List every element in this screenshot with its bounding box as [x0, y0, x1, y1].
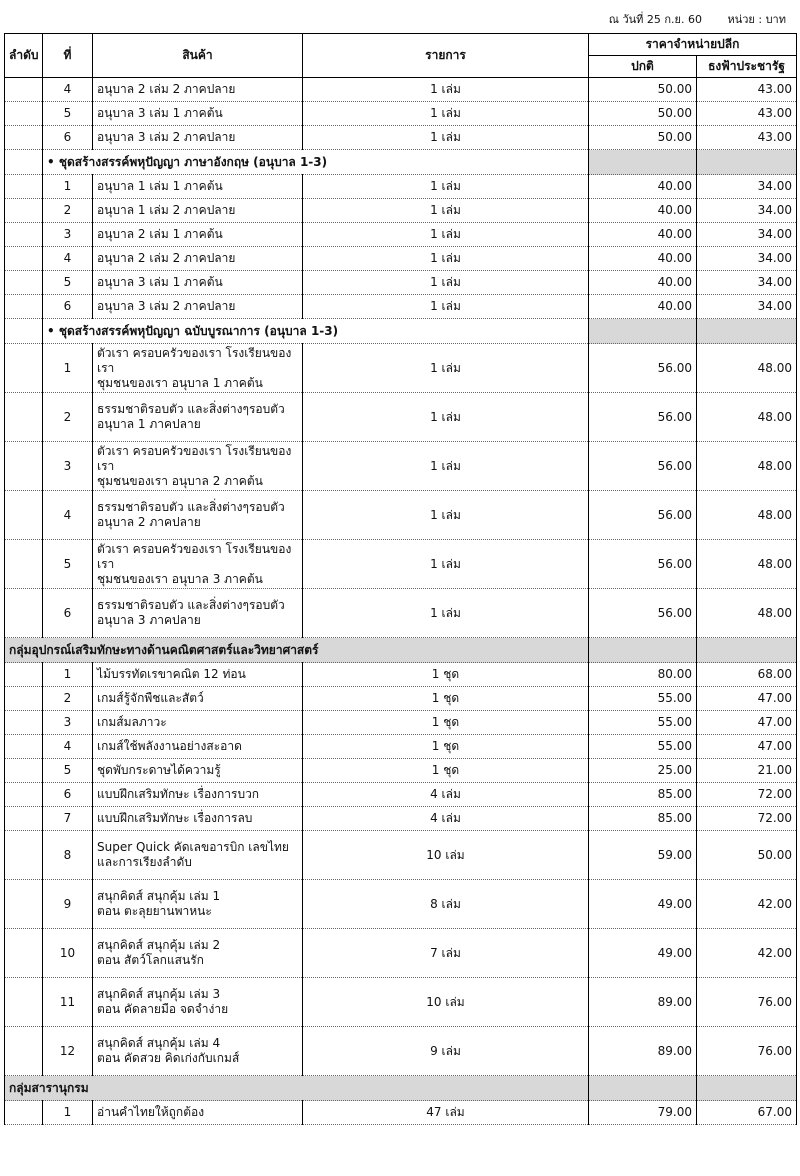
product-line-2: อนุบาล 2 ภาคปลาย — [97, 515, 201, 529]
flag-price-cell: 34.00 — [697, 199, 797, 223]
flag-price-cell — [697, 1076, 797, 1101]
product-cell — [93, 589, 303, 638]
table-row — [5, 78, 797, 102]
product-line-1: ธรรมชาติรอบตัว และสิ่งต่างๆรอบตัว — [97, 598, 285, 612]
no-cell: 8 — [43, 831, 93, 880]
product-line-2: ชุมชนของเรา อนุบาล 3 ภาคต้น — [97, 571, 263, 586]
item-cell: 1 เล่ม — [303, 247, 589, 271]
no-cell: 5 — [43, 759, 93, 783]
flag-price-cell: 43.00 — [697, 78, 797, 102]
table-row — [5, 344, 797, 393]
product-cell: เกมส์มลภาวะ — [93, 711, 303, 735]
order-cell — [5, 880, 43, 929]
col-no-header: ที่ — [43, 34, 93, 78]
table-row — [5, 540, 797, 589]
normal-price-cell — [589, 1076, 697, 1101]
item-cell: 10 เล่ม — [303, 978, 589, 1027]
order-cell — [5, 344, 43, 393]
col-flag-header: ธงฟ้าประชารัฐ — [697, 56, 797, 78]
item-cell: 1 เล่ม — [303, 126, 589, 150]
product-cell — [93, 442, 303, 491]
product-line-2: ชุมชนของเรา อนุบาล 2 ภาคต้น — [97, 473, 263, 488]
normal-price-cell — [589, 319, 697, 344]
flag-price-cell: 68.00 — [697, 663, 797, 687]
product-cell: อนุบาล 1 เล่ม 1 ภาคต้น — [93, 175, 303, 199]
subgroup-row — [5, 150, 797, 175]
order-cell — [5, 150, 43, 175]
flag-price-cell: 76.00 — [697, 978, 797, 1027]
no-cell: 10 — [43, 929, 93, 978]
product-cell: เกมส์ใช้พลังงานอย่างสะอาด — [93, 735, 303, 759]
unit-label: หน่วย : บาท — [727, 13, 786, 26]
product-cell: อนุบาล 3 เล่ม 1 ภาคต้น — [93, 102, 303, 126]
item-cell: 8 เล่ม — [303, 880, 589, 929]
product-line-1: สนุกคิดส์ สนุกคุ้ม เล่ม 4 — [97, 1036, 221, 1050]
no-cell: 11 — [43, 978, 93, 1027]
table-row — [5, 978, 797, 1027]
product-line-2: และการเรียงลำดับ — [97, 855, 192, 869]
product-cell — [93, 393, 303, 442]
no-cell: 2 — [43, 393, 93, 442]
product-cell: อนุบาล 2 เล่ม 2 ภาคปลาย — [93, 78, 303, 102]
order-cell — [5, 199, 43, 223]
product-line-2: อนุบาล 3 ภาคปลาย — [97, 613, 201, 627]
normal-price-cell — [589, 150, 697, 175]
flag-price-cell: 47.00 — [697, 711, 797, 735]
section-title: กลุ่มอุปกรณ์เสริมทักษะทางด้านคณิตศาสตร์และวิทยาศาสตร์ — [5, 638, 589, 663]
product-cell — [93, 540, 303, 589]
order-cell — [5, 247, 43, 271]
table-row — [5, 831, 797, 880]
table-body — [5, 78, 797, 1125]
flag-price-cell: 67.00 — [697, 1101, 797, 1125]
table-row — [5, 1027, 797, 1076]
table-row — [5, 735, 797, 759]
normal-price-cell: 40.00 — [589, 199, 697, 223]
product-line-1: ธรรมชาติรอบตัว และสิ่งต่างๆรอบตัว — [97, 500, 285, 514]
no-cell: 4 — [43, 735, 93, 759]
normal-price-cell: 89.00 — [589, 978, 697, 1027]
col-item-header: รายการ — [303, 34, 589, 78]
normal-price-cell: 40.00 — [589, 175, 697, 199]
order-cell — [5, 663, 43, 687]
item-cell: 1 เล่ม — [303, 175, 589, 199]
no-cell: 2 — [43, 687, 93, 711]
normal-price-cell: 56.00 — [589, 344, 697, 393]
table-row — [5, 491, 797, 540]
flag-price-cell: 34.00 — [697, 295, 797, 319]
normal-price-cell: 55.00 — [589, 735, 697, 759]
flag-price-cell: 34.00 — [697, 223, 797, 247]
table-row — [5, 295, 797, 319]
group-title: • ชุดสร้างสรรค์พหุปัญญา ฉบับบูรณาการ (อนุบาล 1-3) — [43, 319, 589, 344]
normal-price-cell: 40.00 — [589, 295, 697, 319]
item-cell: 1 เล่ม — [303, 491, 589, 540]
date-label: ณ วันที่ 25 ก.ย. 60 — [608, 13, 702, 26]
flag-price-cell: 48.00 — [697, 589, 797, 638]
col-retail-header: ราคาจำหน่ายปลีก — [589, 34, 797, 56]
no-cell: 6 — [43, 126, 93, 150]
item-cell: 1 ชุด — [303, 663, 589, 687]
table-row — [5, 759, 797, 783]
product-cell: อนุบาล 3 เล่ม 2 ภาคปลาย — [93, 295, 303, 319]
item-cell: 1 เล่ม — [303, 78, 589, 102]
order-cell — [5, 491, 43, 540]
order-cell — [5, 175, 43, 199]
no-cell: 2 — [43, 199, 93, 223]
table-row — [5, 807, 797, 831]
no-cell: 12 — [43, 1027, 93, 1076]
table-row — [5, 442, 797, 491]
no-cell: 9 — [43, 880, 93, 929]
order-cell — [5, 831, 43, 880]
section-title: กลุ่มสารานุกรม — [5, 1076, 589, 1101]
normal-price-cell: 56.00 — [589, 589, 697, 638]
flag-price-cell: 43.00 — [697, 102, 797, 126]
flag-price-cell: 76.00 — [697, 1027, 797, 1076]
col-order-header: ลำดับ — [5, 34, 43, 78]
product-cell: แบบฝึกเสริมทักษะ เรื่องการลบ — [93, 807, 303, 831]
no-cell: 3 — [43, 711, 93, 735]
item-cell: 10 เล่ม — [303, 831, 589, 880]
table-row — [5, 783, 797, 807]
normal-price-cell: 50.00 — [589, 78, 697, 102]
price-table — [4, 33, 797, 1125]
table-row — [5, 880, 797, 929]
table-header — [5, 34, 797, 78]
no-cell: 1 — [43, 1101, 93, 1125]
no-cell: 5 — [43, 271, 93, 295]
normal-price-cell: 56.00 — [589, 491, 697, 540]
product-cell: อนุบาล 3 เล่ม 2 ภาคปลาย — [93, 126, 303, 150]
flag-price-cell: 34.00 — [697, 175, 797, 199]
product-cell — [93, 880, 303, 929]
order-cell — [5, 442, 43, 491]
product-line-1: ธรรมชาติรอบตัว และสิ่งต่างๆรอบตัว — [97, 402, 285, 416]
no-cell: 6 — [43, 589, 93, 638]
item-cell: 1 เล่ม — [303, 393, 589, 442]
order-cell — [5, 393, 43, 442]
product-line-1: ตัวเรา ครอบครัวของเรา โรงเรียนของเรา — [97, 541, 292, 571]
no-cell: 5 — [43, 102, 93, 126]
normal-price-cell: 40.00 — [589, 247, 697, 271]
order-cell — [5, 687, 43, 711]
no-cell: 4 — [43, 491, 93, 540]
item-cell: 1 เล่ม — [303, 271, 589, 295]
product-line-1: ตัวเรา ครอบครัวของเรา โรงเรียนของเรา — [97, 443, 292, 473]
order-cell — [5, 78, 43, 102]
normal-price-cell: 56.00 — [589, 393, 697, 442]
item-cell: 4 เล่ม — [303, 783, 589, 807]
normal-price-cell: 85.00 — [589, 783, 697, 807]
item-cell: 1 เล่ม — [303, 295, 589, 319]
table-row — [5, 663, 797, 687]
no-cell: 1 — [43, 175, 93, 199]
flag-price-cell: 72.00 — [697, 807, 797, 831]
normal-price-cell — [589, 638, 697, 663]
flag-price-cell: 48.00 — [697, 491, 797, 540]
no-cell: 6 — [43, 783, 93, 807]
table-row — [5, 1101, 797, 1125]
group-title: • ชุดสร้างสรรค์พหุปัญญา ภาษาอังกฤษ (อนุบาล 1-3) — [43, 150, 589, 175]
product-cell — [93, 491, 303, 540]
no-cell: 3 — [43, 223, 93, 247]
table-row — [5, 223, 797, 247]
table-row — [5, 929, 797, 978]
product-line-2: ตอน สัตว์โลกแสนรัก — [97, 953, 204, 967]
table-row — [5, 687, 797, 711]
product-cell: อนุบาล 1 เล่ม 2 ภาคปลาย — [93, 199, 303, 223]
flag-price-cell: 50.00 — [697, 831, 797, 880]
item-cell: 47 เล่ม — [303, 1101, 589, 1125]
normal-price-cell: 79.00 — [589, 1101, 697, 1125]
flag-price-cell: 48.00 — [697, 540, 797, 589]
item-cell: 1 เล่ม — [303, 540, 589, 589]
no-cell: 5 — [43, 540, 93, 589]
item-cell: 4 เล่ม — [303, 807, 589, 831]
product-line-2: ตอน คัดลายมือ จดจำง่าย — [97, 1002, 229, 1016]
product-cell: อนุบาล 2 เล่ม 1 ภาคต้น — [93, 223, 303, 247]
flag-price-cell: 42.00 — [697, 929, 797, 978]
product-line-2: ชุมชนของเรา อนุบาล 1 ภาคต้น — [97, 375, 263, 390]
product-line-1: ตัวเรา ครอบครัวของเรา โรงเรียนของเรา — [97, 345, 292, 375]
subgroup-row — [5, 319, 797, 344]
normal-price-cell: 49.00 — [589, 880, 697, 929]
product-cell — [93, 344, 303, 393]
no-cell: 1 — [43, 663, 93, 687]
product-cell: อนุบาล 2 เล่ม 2 ภาคปลาย — [93, 247, 303, 271]
item-cell: 1 ชุด — [303, 711, 589, 735]
flag-price-cell: 47.00 — [697, 735, 797, 759]
item-cell: 1 เล่ม — [303, 442, 589, 491]
order-cell — [5, 1027, 43, 1076]
order-cell — [5, 1101, 43, 1125]
normal-price-cell: 40.00 — [589, 271, 697, 295]
product-cell: เกมส์รู้จักพืชและสัตว์ — [93, 687, 303, 711]
item-cell: 7 เล่ม — [303, 929, 589, 978]
section-row — [5, 638, 797, 663]
item-cell: 1 เล่ม — [303, 589, 589, 638]
table-row — [5, 393, 797, 442]
no-cell: 7 — [43, 807, 93, 831]
normal-price-cell: 80.00 — [589, 663, 697, 687]
order-cell — [5, 223, 43, 247]
order-cell — [5, 759, 43, 783]
normal-price-cell: 55.00 — [589, 687, 697, 711]
flag-price-cell: 48.00 — [697, 393, 797, 442]
product-line-1: Super Quick คัดเลขอารบิก เลขไทย — [97, 840, 289, 854]
no-cell: 1 — [43, 344, 93, 393]
top-note — [587, 10, 786, 28]
product-cell: อ่านคำไทยให้ถูกต้อง — [93, 1101, 303, 1125]
flag-price-cell: 42.00 — [697, 880, 797, 929]
item-cell: 1 ชุด — [303, 735, 589, 759]
normal-price-cell: 50.00 — [589, 126, 697, 150]
table-row — [5, 102, 797, 126]
flag-price-cell: 72.00 — [697, 783, 797, 807]
item-cell: 1 เล่ม — [303, 199, 589, 223]
item-cell: 1 ชุด — [303, 759, 589, 783]
flag-price-cell — [697, 150, 797, 175]
order-cell — [5, 807, 43, 831]
normal-price-cell: 50.00 — [589, 102, 697, 126]
order-cell — [5, 711, 43, 735]
normal-price-cell: 25.00 — [589, 759, 697, 783]
flag-price-cell: 47.00 — [697, 687, 797, 711]
item-cell: 9 เล่ม — [303, 1027, 589, 1076]
product-cell: แบบฝึกเสริมทักษะ เรื่องการบวก — [93, 783, 303, 807]
no-cell: 4 — [43, 78, 93, 102]
col-product-header: สินค้า — [93, 34, 303, 78]
no-cell: 3 — [43, 442, 93, 491]
product-cell — [93, 929, 303, 978]
product-cell: อนุบาล 3 เล่ม 1 ภาคต้น — [93, 271, 303, 295]
order-cell — [5, 540, 43, 589]
no-cell: 6 — [43, 295, 93, 319]
table-row — [5, 271, 797, 295]
normal-price-cell: 49.00 — [589, 929, 697, 978]
flag-price-cell — [697, 638, 797, 663]
order-cell — [5, 929, 43, 978]
order-cell — [5, 319, 43, 344]
order-cell — [5, 126, 43, 150]
flag-price-cell: 48.00 — [697, 442, 797, 491]
order-cell — [5, 271, 43, 295]
order-cell — [5, 102, 43, 126]
normal-price-cell: 56.00 — [589, 540, 697, 589]
product-line-1: สนุกคิดส์ สนุกคุ้ม เล่ม 3 — [97, 987, 221, 1001]
product-line-1: สนุกคิดส์ สนุกคุ้ม เล่ม 1 — [97, 889, 221, 903]
order-cell — [5, 978, 43, 1027]
product-line-2: ตอน ตะลุยยานพาหนะ — [97, 904, 212, 918]
flag-price-cell — [697, 319, 797, 344]
table-row — [5, 247, 797, 271]
order-cell — [5, 783, 43, 807]
product-cell: ชุดพับกระดาษได้ความรู้ — [93, 759, 303, 783]
product-line-2: ตอน คัดสวย คิดเก่งกับเกมส์ — [97, 1051, 240, 1065]
section-row — [5, 1076, 797, 1101]
product-cell — [93, 831, 303, 880]
flag-price-cell: 21.00 — [697, 759, 797, 783]
normal-price-cell: 59.00 — [589, 831, 697, 880]
product-line-1: สนุกคิดส์ สนุกคุ้ม เล่ม 2 — [97, 938, 221, 952]
table-row — [5, 199, 797, 223]
order-cell — [5, 589, 43, 638]
table-row — [5, 589, 797, 638]
no-cell: 4 — [43, 247, 93, 271]
flag-price-cell: 34.00 — [697, 271, 797, 295]
item-cell: 1 เล่ม — [303, 344, 589, 393]
flag-price-cell: 34.00 — [697, 247, 797, 271]
table-row — [5, 711, 797, 735]
col-normal-header: ปกติ — [589, 56, 697, 78]
table-row — [5, 126, 797, 150]
product-cell — [93, 1027, 303, 1076]
item-cell: 1 ชุด — [303, 687, 589, 711]
order-cell — [5, 295, 43, 319]
flag-price-cell: 43.00 — [697, 126, 797, 150]
product-cell — [93, 978, 303, 1027]
product-line-2: อนุบาล 1 ภาคปลาย — [97, 417, 201, 431]
normal-price-cell: 85.00 — [589, 807, 697, 831]
order-cell — [5, 735, 43, 759]
table-row — [5, 175, 797, 199]
normal-price-cell: 89.00 — [589, 1027, 697, 1076]
normal-price-cell: 56.00 — [589, 442, 697, 491]
normal-price-cell: 55.00 — [589, 711, 697, 735]
product-cell: ไม้บรรทัดเรขาคณิต 12 ท่อน — [93, 663, 303, 687]
item-cell: 1 เล่ม — [303, 223, 589, 247]
normal-price-cell: 40.00 — [589, 223, 697, 247]
item-cell: 1 เล่ม — [303, 102, 589, 126]
flag-price-cell: 48.00 — [697, 344, 797, 393]
